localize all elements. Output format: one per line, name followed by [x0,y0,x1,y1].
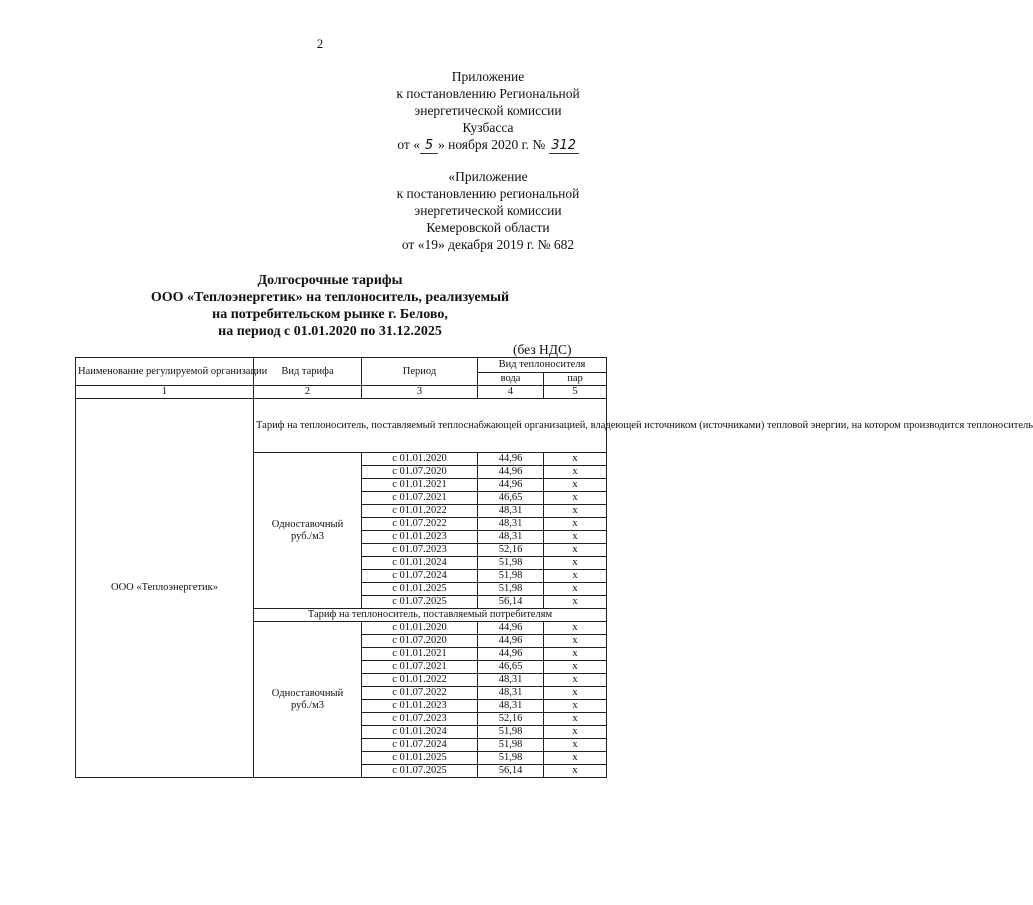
tariff-type: Одноставочный [271,687,344,699]
period-cell: с 01.07.2022 [362,687,478,700]
steam-price-cell: х [544,713,607,726]
col-number: 4 [478,386,544,399]
title-line: ООО «Теплоэнергетик» на теплоноситель, реализуемый [150,290,510,305]
period-cell: с 01.01.2022 [362,505,478,518]
appendix-line: «Приложение [448,169,528,184]
water-price-cell: 44,96 [478,479,544,492]
section-title: Тариф на теплоноситель, поставляемый потребителям [254,609,607,622]
period-cell: с 01.07.2022 [362,518,478,531]
steam-price-cell: х [544,674,607,687]
period-cell: с 01.01.2021 [362,479,478,492]
steam-price-cell: х [544,687,607,700]
steam-price-cell: х [544,765,607,778]
appendix-previous [358,168,618,253]
water-price-cell: 56,14 [478,596,544,609]
appendix-line: к постановлению региональной [396,186,580,201]
water-price-cell: 51,98 [478,570,544,583]
period-cell: с 01.01.2025 [362,752,478,765]
steam-price-cell: х [544,557,607,570]
vat-note: (без НДС) [513,342,572,357]
date-prefix: от « [397,137,420,152]
steam-price-cell: х [544,531,607,544]
col-number: 3 [362,386,478,399]
steam-price-cell: х [544,648,607,661]
water-price-cell: 48,31 [478,687,544,700]
steam-price-cell: х [544,700,607,713]
water-price-cell: 44,96 [478,622,544,635]
header-period: Период [362,358,478,386]
steam-price-cell: х [544,596,607,609]
water-price-cell: 46,65 [478,492,544,505]
water-price-cell: 48,31 [478,674,544,687]
appendix-date-line [358,136,618,154]
tariff-unit: руб./м3 [290,699,324,711]
water-price-cell: 44,96 [478,453,544,466]
water-price-cell: 44,96 [478,466,544,479]
water-price-cell: 51,98 [478,739,544,752]
water-price-cell: 51,98 [478,583,544,596]
steam-price-cell: х [544,583,607,596]
header-water: вода [478,373,544,386]
steam-price-cell: х [544,622,607,635]
steam-price-cell: х [544,479,607,492]
header-tariff-type: Вид тарифа [254,358,362,386]
steam-price-cell: х [544,453,607,466]
document-title [60,272,600,340]
appendix-line: энергетической комиссии [414,103,562,118]
steam-price-cell: х [544,635,607,648]
water-price-cell: 51,98 [478,752,544,765]
title-line: на потребительском рынке г. Белово, [212,307,448,322]
period-cell: с 01.01.2025 [362,583,478,596]
water-price-cell: 46,65 [478,661,544,674]
period-cell: с 01.07.2023 [362,544,478,557]
water-price-cell: 48,31 [478,505,544,518]
appendix-line: энергетической комиссии [414,203,562,218]
water-price-cell: 52,16 [478,713,544,726]
col-number: 2 [254,386,362,399]
col-number: 1 [76,386,254,399]
period-cell: с 01.01.2020 [362,622,478,635]
period-cell: с 01.07.2024 [362,570,478,583]
water-price-cell: 48,31 [478,700,544,713]
steam-price-cell: х [544,570,607,583]
section-title: Тариф на теплоноситель, поставляемый теплоснабжающей организацией, владеющей источником (источниками) тепловой энергии, на котором производится теплоноситель [254,399,607,453]
period-cell: с 01.07.2020 [362,466,478,479]
organization-name: ООО «Теплоэнергетик» [76,399,254,778]
water-price-cell: 44,96 [478,648,544,661]
handwritten-number: 312 [549,139,579,154]
steam-price-cell: х [544,518,607,531]
tariff-unit: руб./м3 [290,530,324,542]
period-cell: с 01.01.2024 [362,557,478,570]
period-cell: с 01.07.2020 [362,635,478,648]
period-cell: с 01.07.2025 [362,765,478,778]
period-cell: с 01.07.2021 [362,492,478,505]
period-cell: с 01.01.2023 [362,700,478,713]
period-cell: с 01.07.2025 [362,596,478,609]
title-line: Долгосрочные тарифы [257,273,403,288]
header-org: Наименование регулируемой организации [76,358,254,386]
water-price-cell: 56,14 [478,765,544,778]
tariff-type-cell [254,622,362,778]
tariff-table [75,357,1033,778]
date-mid: » ноября 2020 г. № [437,137,546,152]
page-number: 2 [316,36,324,51]
handwritten-day: 5 [420,139,438,154]
appendix-line: Приложение [451,69,525,84]
water-price-cell: 51,98 [478,726,544,739]
water-price-cell: 48,31 [478,531,544,544]
period-cell: с 01.01.2020 [362,453,478,466]
title-line: на период с 01.01.2020 по 31.12.2025 [218,324,442,339]
steam-price-cell: х [544,544,607,557]
steam-price-cell: х [544,492,607,505]
water-price-cell: 44,96 [478,635,544,648]
steam-price-cell: х [544,466,607,479]
appendix-line: Кузбасса [462,120,514,135]
period-cell: с 01.07.2021 [362,661,478,674]
steam-price-cell: х [544,505,607,518]
steam-price-cell: х [544,752,607,765]
period-cell: с 01.01.2024 [362,726,478,739]
period-cell: с 01.07.2024 [362,739,478,752]
tariff-type: Одноставочный [271,518,344,530]
water-price-cell: 52,16 [478,544,544,557]
appendix-current [358,68,618,154]
period-cell: с 01.01.2023 [362,531,478,544]
period-cell: с 01.07.2023 [362,713,478,726]
appendix-line: к постановлению Региональной [396,86,580,101]
steam-price-cell: х [544,661,607,674]
steam-price-cell: х [544,726,607,739]
period-cell: с 01.01.2022 [362,674,478,687]
water-price-cell: 51,98 [478,557,544,570]
appendix-line: Кемеровской области [426,220,550,235]
steam-price-cell: х [544,739,607,752]
header-steam: пар [544,373,607,386]
water-price-cell: 48,31 [478,518,544,531]
header-carrier: Вид теплоносителя [478,358,607,373]
appendix-line: от «19» декабря 2019 г. № 682 [401,237,575,252]
col-number: 5 [544,386,607,399]
tariff-type-cell [254,453,362,609]
period-cell: с 01.01.2021 [362,648,478,661]
